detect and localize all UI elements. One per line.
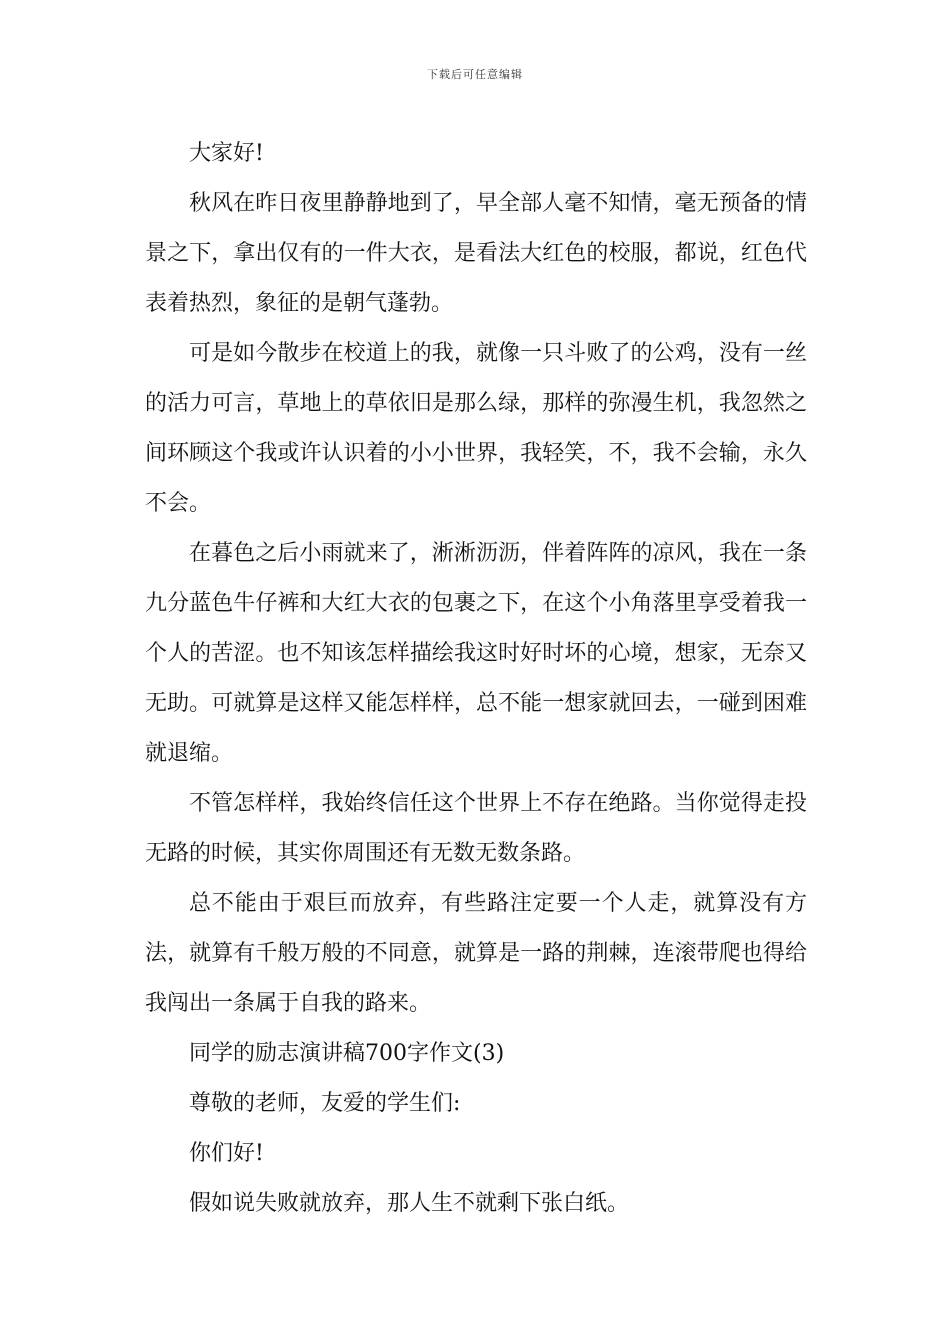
section-title: 同学的励志演讲稿700字作文(3): [189, 1041, 505, 1066]
paragraph-campus-walk: 可是如今散步在校道上的我，就像一只斗败了的公鸡，没有一丝的活力可言，草地上的草依旧是那么绿，那样的弥漫生机，我忽然之间环顾这个我或许认识着的小小世界，我轻笑，不，我不会输，永久不会。: [145, 341, 807, 516]
document-body: [145, 129, 807, 1229]
paragraph-greeting: 大家好!: [189, 141, 264, 166]
paragraph-evening-rain: 在暮色之后小雨就来了，淅淅沥沥，伴着阵阵的凉风，我在一条九分蓝色牛仔裤和大红大衣的包裹之下，在这个小角落里享受着我一个人的苦涩。也不知该怎样描绘我这时好时坏的心境，想家，无奈又无助。可就算是这样又能怎样样，总不能一想家就回去，一碰到困难就退缩。: [145, 541, 807, 766]
paragraph-blank-paper: 假如说失败就放弃，那人生不就剩下张白纸。: [189, 1191, 630, 1216]
paragraph-salutation: 尊敬的老师，友爱的学生们:: [189, 1091, 461, 1116]
page-header-note: 下载后可任意编辑: [427, 68, 523, 81]
paragraph-no-dead-end: 不管怎样样，我始终信任这个世界上不存在绝路。当你觉得走投无路的时候，其实你周围还有无数无数条路。: [145, 791, 807, 866]
paragraph-autumn-wind: 秋风在昨日夜里静静地到了，早全部人毫不知情，毫无预备的情景之下，拿出仅有的一件大衣，是看法大红色的校服，都说，红色代表着热烈，象征的是朝气蓬勃。: [145, 191, 807, 316]
paragraph-hello: 你们好!: [189, 1141, 264, 1166]
paragraph-dont-give-up: 总不能由于艰巨而放弃，有些路注定要一个人走，就算没有方法，就算有千般万般的不同意，就算是一路的荆棘，连滚带爬也得给我闯出一条属于自我的路来。: [145, 891, 807, 1016]
